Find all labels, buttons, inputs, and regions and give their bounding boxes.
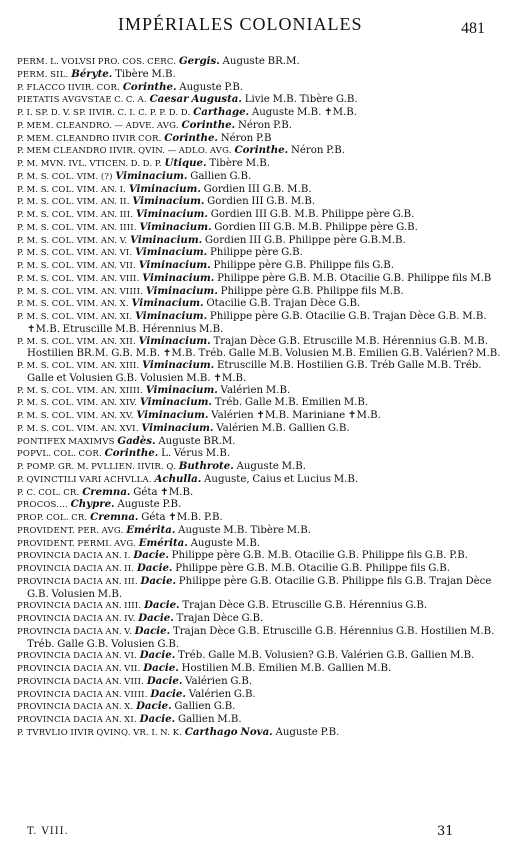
legend-text: POPVL. COL. COR. (17, 449, 102, 460)
legend-text: P. M. MVN. IVL. VTICEN. D. D. P. (17, 159, 162, 169)
mint-name: Viminacium. (130, 233, 203, 246)
mint-name: Utique. (164, 157, 207, 169)
page-footer (0, 826, 509, 842)
mint-name: Corinthe. (234, 144, 289, 157)
entry-row (17, 336, 501, 361)
specimens-text: Trajan Dèce G.B. (176, 613, 264, 624)
legend-text: P. M. S. COL. VIM. AN. XIIII. (17, 385, 143, 396)
entry-row (17, 436, 501, 449)
legend-text: P. M. S. COL. VIM. AN. VI. (17, 248, 133, 259)
legend-text: P. FLACCO IIVIR. COR. (17, 82, 121, 93)
specimens-text: Auguste M.B. Tibère M.B. (178, 524, 311, 536)
entry-row (17, 410, 501, 423)
legend-text: P. M. S. COL. VIM. AN. XV. (17, 411, 134, 421)
specimens-text: Gallien G.B. (190, 170, 252, 182)
legend-text: P. QVINCTILI VARI ACHVLLA. (17, 474, 152, 485)
specimens-text: Trajan Dèce G.B. Etruscille G.B. Hérennius G.B. (182, 600, 428, 612)
legend-text: PROVINCIA DACIA AN. V. (17, 626, 132, 637)
entry-row (17, 247, 501, 260)
entry-row (17, 650, 501, 663)
entry-row (17, 563, 501, 576)
entry-row (17, 360, 501, 385)
legend-text: P. M. S. COL. VIM. AN. VIII. (17, 273, 140, 284)
legend-text: P. M. S. COL. VIM. (?) (17, 171, 113, 182)
legend-text: PROVINCIA DACIA AN. X. (17, 702, 134, 713)
mint-name: Gergis. (178, 55, 220, 67)
entry-row (17, 120, 501, 133)
mint-name: Dacie. (143, 662, 179, 674)
legend-text: P. C. COL. CR. (17, 487, 80, 498)
specimens-text: Philippe père G.B. M.B. Otacilie G.B. Philippe fils G.B. P.B. (171, 550, 468, 562)
specimens-text: Néron P.B. (237, 119, 292, 131)
entry-row (17, 311, 501, 336)
legend-text: P. M. S. COL. VIM. AN. I. (17, 184, 127, 195)
entry-row (17, 184, 501, 197)
entry-row (17, 423, 501, 436)
entry-row (17, 461, 501, 474)
legend-text: PROVINCIA DACIA AN. VIIII. (17, 689, 148, 700)
mint-name: Dacie. (136, 562, 173, 574)
entry-row (17, 260, 501, 273)
mint-name: Dacie. (150, 687, 186, 700)
specimens-text: L. Vérus M.B. (161, 448, 231, 460)
legend-text: P. M. S. COL. VIM. AN. III. (17, 210, 134, 220)
mint-name: Buthrote. (178, 460, 234, 472)
legend-text: P. M. S. COL. VIM. AN. XI. (17, 312, 133, 322)
specimens-text: Tréb. Galle M.B. Emilien M.B. (214, 397, 369, 409)
entry-row (17, 145, 501, 158)
specimens-text: Philippe père G.B. Otacilie G.B. Trajan Dèce G.B. M.B. ✝M.B. Etruscille M.B. Hérennius M.B. (27, 311, 487, 335)
specimens-text: Auguste P.B. (117, 499, 182, 511)
mint-name: Corinthe. (181, 118, 236, 131)
specimens-text: Philippe père G.B. M.B. Otacilie G.B. Philippe fils M.B (217, 272, 492, 284)
entry-row (17, 512, 501, 525)
mint-name: Carthage. (193, 106, 250, 118)
specimens-text: Philippe père G.B. (209, 247, 303, 259)
specimens-text: Auguste M.B. (236, 461, 306, 472)
specimens-text: Valérien ✝M.B. Mariniane ✝M.B. (211, 410, 381, 421)
mint-name: Dacie. (139, 713, 176, 725)
mint-name: Viminacium. (135, 246, 208, 259)
mint-name: Viminacium. (138, 334, 211, 347)
entry-row (17, 626, 501, 651)
specimens-text: Auguste P.B. (179, 81, 244, 93)
entry-row (17, 69, 501, 82)
specimens-text: Gordien III G.B. M.B. Philippe père G.B. (214, 221, 418, 233)
entry-row (17, 576, 501, 601)
legend-text: P. M. S. COL. VIM. AN. XIV. (17, 398, 138, 409)
specimens-text: Tibère M.B. (209, 158, 270, 169)
legend-text: PERM. L. VOLVSI PRO. COS. CERC. (17, 57, 177, 67)
legend-text: PROVINCIA DACIA AN. VII. (17, 664, 141, 674)
specimens-text: Etruscille M.B. Hostilien G.B. Tréb Galle M.B. Tréb. Galle et Volusien G.B. Volusien M.B. ✝M.B. (27, 360, 482, 384)
mint-name: Emérita. (126, 523, 176, 536)
specimens-text: Gordien III G.B. M.B. (203, 183, 312, 195)
entry-row (17, 600, 501, 613)
legend-text: PROVINCIA DACIA AN. XI. (17, 715, 137, 725)
specimens-text: Gordien III G.B. Philippe père G.B.M.B. (204, 234, 406, 246)
mint-name: Dacie. (139, 649, 176, 662)
mint-name: Viminacium. (131, 297, 204, 310)
specimens-text: Gallien G.B. (174, 701, 236, 713)
specimens-text: Tibère M.B. (115, 68, 176, 80)
specimens-text: Auguste, Caius et Lucius M.B. (204, 473, 359, 485)
entry-row (17, 222, 501, 235)
specimens-text: Philippe père G.B. Philippe fils G.B. (213, 260, 394, 271)
legend-text: P. M. S. COL. VIM. AN. IIII. (17, 222, 137, 233)
entry-row (17, 158, 501, 171)
specimens-text: Valérien G.B. (185, 675, 253, 687)
legend-text: PROVINCIA DACIA AN. III. (17, 576, 138, 587)
mint-name: Corinthe. (164, 131, 218, 144)
specimens-text: Valérien G.B. (188, 688, 256, 700)
entry-row (17, 397, 501, 410)
legend-text: P. M. S. COL. VIM. AN. V. (17, 235, 128, 246)
entry-row (17, 701, 501, 714)
mint-name: Dacie. (146, 674, 183, 687)
mint-name: Viminacium. (145, 284, 218, 297)
mint-name: Corinthe. (122, 80, 177, 93)
entry-row (17, 298, 501, 311)
specimens-text: Valérien M.B. (220, 384, 291, 396)
legend-text: PROCOS.... (17, 500, 68, 511)
specimens-text: Géta ✝M.B. (133, 486, 194, 498)
entry-row (17, 235, 501, 248)
mint-name: Dacie. (134, 624, 171, 637)
specimens-text: Géta ✝M.B. P.B. (141, 512, 223, 523)
entry-row (17, 613, 501, 626)
mint-name: Achulla. (154, 472, 202, 485)
legend-text: P. M. S. COL. VIM. AN. II. (17, 197, 130, 208)
mint-name: Emérita. (138, 536, 188, 549)
legend-text: PROVIDENT. PERMI. AVG. (17, 538, 136, 549)
legend-text: PROVINCIA DACIA AN. I. (17, 551, 131, 562)
legend-text: P. M. S. COL. VIM. AN. XII. (17, 336, 136, 347)
mint-name: Viminacium. (115, 169, 188, 182)
legend-text: P. MEM. CLEANDRO IIVIR COR. (17, 133, 162, 144)
entry-row (17, 273, 501, 286)
volume-mark: T. VIII. (27, 826, 69, 837)
page-number: 481 (461, 20, 485, 37)
specimens-text: Auguste BR.M. (222, 56, 300, 67)
entry-row (17, 538, 501, 551)
specimens-text: Gordien III G.B. M.B. Philippe père G.B. (210, 209, 415, 220)
mint-name: Viminacium. (135, 310, 208, 322)
legend-text: P. POMP. GR. M. PVLLIEN. IIVIR. Q. (17, 462, 176, 472)
mint-name: Corinthe. (104, 447, 159, 460)
entry-row (17, 550, 501, 563)
mint-name: Viminacium. (139, 220, 212, 233)
legend-text: PERM. SIL. (17, 69, 69, 80)
legend-text: P. M. S. COL. VIM. AN. XIII. (17, 361, 140, 371)
legend-text: P. M. S. COL. VIM. AN. VII. (17, 261, 136, 271)
entry-row (17, 448, 501, 461)
mint-name: Viminacium. (142, 359, 215, 371)
mint-name: Dacie. (138, 612, 174, 624)
mint-name: Viminacium. (145, 383, 218, 396)
entry-row (17, 82, 501, 95)
mint-name: Viminacium. (135, 208, 208, 220)
legend-text: P. M. S. COL. VIM. AN. XVI. (17, 423, 139, 434)
legend-text: PONTIFEX MAXIMVS (17, 436, 115, 447)
specimens-text: Philippe père G.B. M.B. Otacilie G.B. Philippe fils G.B. (175, 563, 451, 574)
legend-text: P. M. S. COL. VIM. AN. VIIII. (17, 286, 144, 297)
legend-text: P. I. SP. D. V. SP. IIVIR. C. I. C. P. P. D. D. (17, 108, 191, 118)
legend-text: PROVINCIA DACIA AN. VI. (17, 651, 137, 662)
specimens-text: Gordien III G.B. M.B. (207, 196, 316, 208)
mint-name: Cremna. (82, 485, 131, 498)
mint-name: Béryte. (71, 67, 113, 80)
specimens-text: Otacilie G.B. Trajan Dèce G.B. (206, 298, 361, 310)
specimens-text: Gallien M.B. (177, 714, 242, 725)
page-header (0, 10, 509, 40)
legend-text: PROVINCIA DACIA AN. IV. (17, 614, 136, 624)
legend-text: PROVIDENT. PER. AVG. (17, 525, 124, 536)
specimens-text: Néron P.B (220, 132, 272, 144)
legend-text: PROVINCIA DACIA AN. II. (17, 564, 135, 574)
specimens-text: Trajan Dèce G.B. Etruscille M.B. Hérennius G.B. M.B. Hostilien BR.M. G.B. M.B. ✝M.B. Tréb. Galle M.B. Volusien M.B. Emilien G.B. Valérien? M.B. (27, 335, 501, 360)
specimens-text: Trajan Dèce G.B. Etruscille G.B. Hérennius G.B. Hostilien M.B. Tréb. Galle G.B. Volusien G.B. (27, 625, 495, 650)
entry-row (17, 171, 501, 184)
entry-row (17, 689, 501, 702)
mint-name: Gadès. (117, 434, 156, 447)
mint-name: Dacie. (144, 599, 180, 612)
specimens-text: Auguste BR.M. (158, 435, 236, 447)
mint-name: Viminacium. (142, 271, 215, 284)
mint-name: Viminacium. (141, 421, 214, 434)
entry-row (17, 385, 501, 398)
entry-row (17, 727, 501, 740)
mint-name: Chypre. (70, 498, 115, 511)
legend-text: PROP. COL. CR. (17, 513, 88, 523)
entry-row (17, 196, 501, 209)
signature-mark: 31 (437, 824, 454, 839)
page-title: IMPÉRIALES COLONIALES (118, 14, 363, 34)
legend-text: PIETATIS AVGVSTAE C. C. A. (17, 95, 147, 106)
mint-name: Dacie. (133, 549, 169, 562)
specimens-text: Auguste M.B. ✝M.B. (251, 107, 358, 118)
specimens-text: Tréb. Galle M.B. Volusien? G.B. Valérien G.B. Gallien M.B. (178, 650, 475, 662)
mint-name: Viminacium. (132, 195, 205, 208)
entry-row (17, 525, 501, 538)
legend-text: P. M. S. COL. VIM. AN. X. (17, 299, 129, 310)
entry-row (17, 107, 501, 120)
entry-row (17, 663, 501, 676)
entries-list (17, 56, 501, 740)
mint-name: Carthago Nova. (184, 725, 273, 738)
mint-name: Dacie. (140, 574, 177, 587)
mint-name: Viminacium. (139, 396, 212, 409)
specimens-text: Auguste P.B. (275, 726, 340, 738)
entry-row (17, 94, 501, 107)
mint-name: Cremna. (90, 511, 139, 523)
specimens-text: Philippe père G.B. Otacilie G.B. Philippe fils G.B. Trajan Dèce G.B. Volusien M.B. (27, 575, 492, 600)
legend-text: P. TVRVLIO IIVIR QVINQ. VR. I. N. K. (17, 727, 183, 738)
specimens-text: Philippe père G.B. Philippe fils M.B. (220, 285, 404, 297)
specimens-text: Hostilien M.B. Emilien M.B. Gallien M.B. (181, 663, 392, 674)
specimens-text: Livie M.B. Tibère G.B. (244, 94, 358, 106)
mint-name: Viminacium. (138, 259, 211, 271)
mint-name: Dacie. (136, 700, 172, 713)
mint-name: Viminacium. (128, 182, 201, 195)
specimens-text: Valérien M.B. Gallien G.B. (216, 422, 350, 434)
entry-row (17, 286, 501, 299)
specimens-text: Auguste M.B. (190, 537, 261, 549)
legend-text: P. MEM CLEANDRO IIVIR. QVIN. — ADLO. AVG. (17, 146, 232, 157)
mint-name: Viminacium. (136, 409, 209, 421)
specimens-text: Néron P.B. (290, 145, 345, 157)
legend-text: P. MEM. CLEANDRO. — ADVE. AVG. (17, 120, 179, 131)
legend-text: PROVINCIA DACIA AN. VIII. (17, 676, 145, 687)
entry-row (17, 209, 501, 222)
mint-name: Caesar Augusta. (149, 93, 242, 106)
legend-text: PROVINCIA DACIA AN. IIII. (17, 601, 142, 612)
entry-row (17, 676, 501, 689)
